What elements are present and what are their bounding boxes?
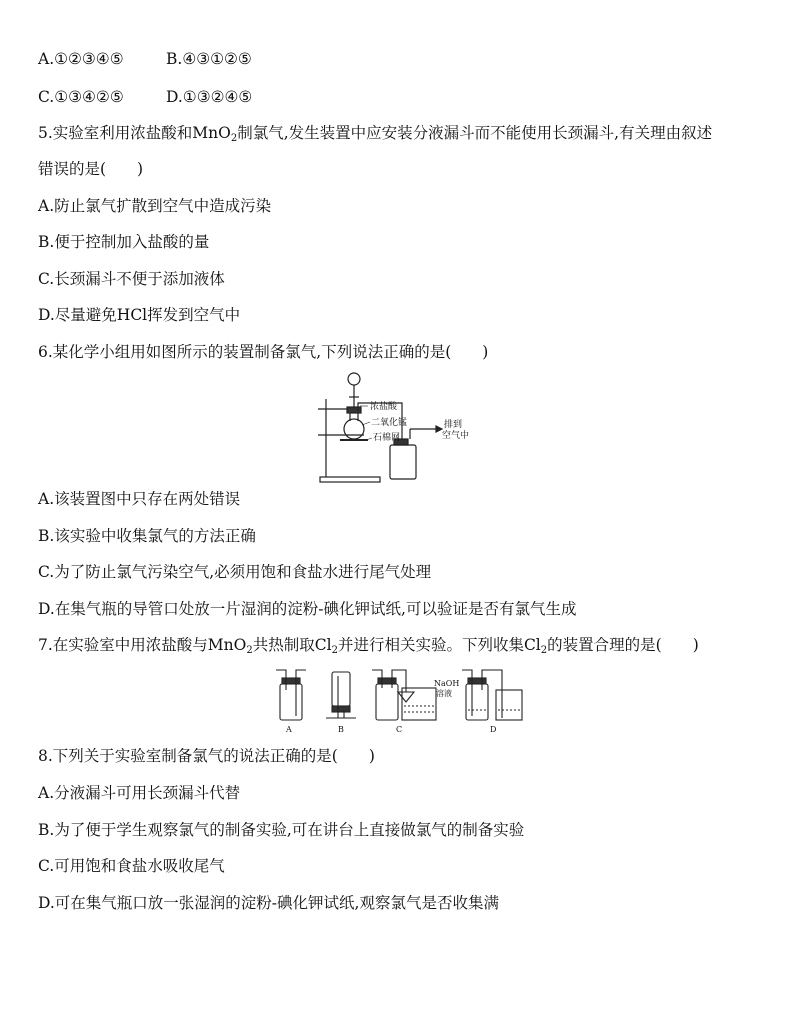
apparatus-b xyxy=(326,672,356,718)
gas-collection-options-diagram xyxy=(272,666,530,736)
q6-apparatus-figure xyxy=(316,369,486,485)
q7-stem-b: 共热制取Cl xyxy=(252,636,332,654)
q4-option-a: A.①②③④⑤ xyxy=(38,50,124,68)
q7-stem-d: 的装置合理的是( ) xyxy=(547,636,699,654)
collection-bottle xyxy=(390,445,416,479)
q6-option-b: B.该实验中收集氯气的方法正确 xyxy=(38,527,256,545)
q7-sub-2: 2 xyxy=(331,645,338,656)
label-b: B xyxy=(338,725,344,734)
apparatus-d xyxy=(462,670,522,720)
q7-stem-a: 7.在实验室中用浓盐酸与MnO xyxy=(38,636,247,654)
q8-option-c: C.可用饱和食盐水吸收尾气 xyxy=(38,857,225,875)
q5-stem-line-2: 错误的是( ) xyxy=(38,160,144,178)
q5-stem-subscript: 2 xyxy=(230,133,238,144)
label-mno2: 二氧化锰 xyxy=(371,418,408,428)
label-exhaust-2: 空气中 xyxy=(442,431,470,441)
label-solution: 溶液 xyxy=(436,689,452,698)
q4-options-row-2 xyxy=(38,87,252,107)
q5-stem-tail: 制氯气,发生装置中应安装分液漏斗而不能使用长颈漏斗,有关理由叙述 xyxy=(237,124,713,142)
q8-option-d: D.可在集气瓶口放一张湿润的淀粉-碘化钾试纸,观察氯气是否收集满 xyxy=(38,894,499,912)
q6-stem: 6.某化学小组用如图所示的装置制备氯气,下列说法正确的是( ) xyxy=(38,343,489,361)
q8-option-a: A.分液漏斗可用长颈漏斗代替 xyxy=(38,784,241,802)
q6-option-a: A.该装置图中只存在两处错误 xyxy=(38,490,241,508)
q7-sub-1: 2 xyxy=(246,645,253,656)
chlorine-apparatus-diagram xyxy=(316,369,486,485)
q5-option-c: C.长颈漏斗不便于添加液体 xyxy=(38,270,225,288)
label-a: A xyxy=(286,725,292,734)
stand-base xyxy=(320,477,380,482)
label-c: C xyxy=(396,725,403,734)
q7-stem-c: 并进行相关实验。下列收集Cl xyxy=(337,636,541,654)
q6-option-c: C.为了防止氯气污染空气,必须用饱和食盐水进行尾气处理 xyxy=(38,563,432,581)
q4-options-row-1 xyxy=(38,49,252,69)
apparatus-c xyxy=(372,670,436,720)
label-naoh: NaOH xyxy=(434,679,460,688)
separatory-funnel xyxy=(348,373,360,385)
apparatus-a xyxy=(276,670,306,720)
q7-sub-3: 2 xyxy=(540,645,548,656)
q4-option-d: D.①③②④⑤ xyxy=(166,88,253,106)
q8-stem: 8.下列关于实验室制备氯气的说法正确的是( ) xyxy=(38,747,375,765)
q8-option-b: B.为了便于学生观察氯气的制备实验,可在讲台上直接做氯气的制备实验 xyxy=(38,821,525,839)
q5-option-d: D.尽量避免HCl挥发到空气中 xyxy=(38,306,241,324)
label-exhaust-1: 排到 xyxy=(444,420,463,430)
q5-option-a: A.防止氯气扩散到空气中造成污染 xyxy=(38,197,272,215)
q5-stem-text: 5.实验室利用浓盐酸和MnO xyxy=(38,124,231,142)
q4-option-c: C.①③④②⑤ xyxy=(38,88,124,106)
q5-stem-line-1 xyxy=(38,123,712,143)
q5-option-b: B.便于控制加入盐酸的量 xyxy=(38,233,210,251)
q4-option-b: B.④③①②⑤ xyxy=(166,50,252,68)
label-conc-hcl: 浓盐酸 xyxy=(370,402,398,412)
q6-option-d: D.在集气瓶的导管口处放一片湿润的淀粉-碘化钾试纸,可以验证是否有氯气生成 xyxy=(38,600,577,618)
label-d: D xyxy=(490,725,497,734)
q7-stem xyxy=(38,635,699,655)
label-asbestos-gauze: 石棉网 xyxy=(373,433,401,443)
round-bottom-flask xyxy=(344,419,364,439)
q7-apparatus-figure xyxy=(272,666,530,736)
